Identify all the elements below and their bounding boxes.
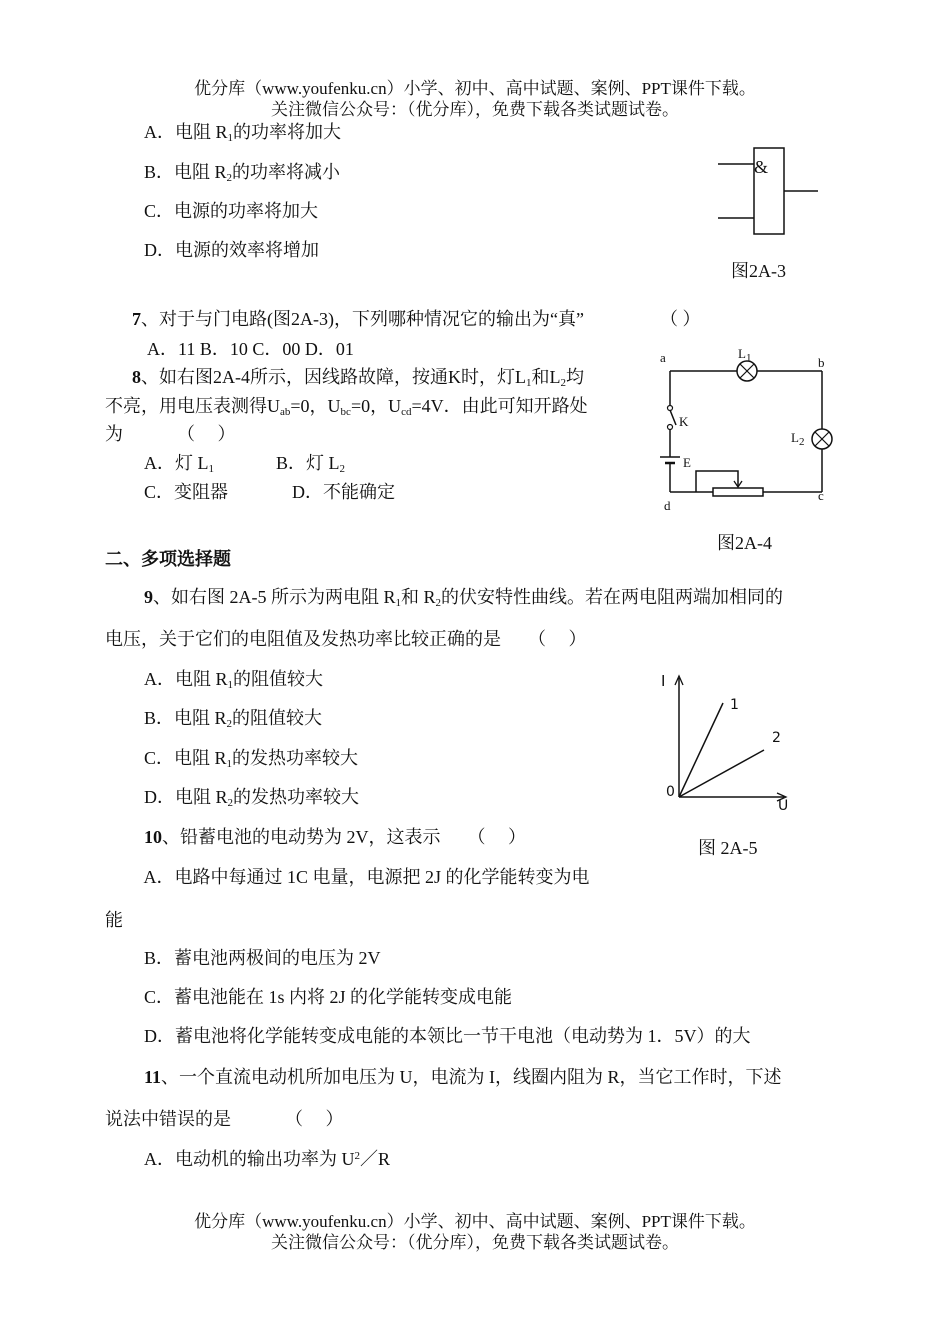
q9-option-b: B．电阻 $R_2$的阻值较大	[144, 708, 323, 730]
q9-stem-line-1: 9、如右图 2A-5 所示为两电阻 $R_1$和 $R_2$的伏安特性曲线。若在两电阻两端加相同的	[144, 587, 784, 609]
switch-k	[670, 410, 676, 425]
q9-option-a: A．电阻 $R_1$的阻值较大	[144, 669, 324, 691]
battery-e-label: E	[683, 455, 691, 470]
q10-option-a-line-1: A．电路中每通过 1C 电量，电源把 2J 的化学能转变为电	[140, 867, 590, 887]
and-gate-symbol: &	[754, 157, 769, 177]
figure-2a4-caption: 图2A-4	[717, 533, 772, 553]
footer-line-1: 优分库（www.youfenku.cn）小学、初中、高中试题、案例、PPT课件下载。	[194, 1212, 756, 1231]
curve-r1	[679, 703, 723, 797]
figure-2a3-caption: 图2A-3	[731, 261, 786, 281]
q10-stem: 10、铅蓄电池的电动势为 2V，这表示 （ ）	[144, 827, 526, 847]
curve-r2	[679, 750, 764, 797]
footer-line-2: 关注微信公众号：（优分库），免费下载各类试题试卷。	[271, 1233, 679, 1252]
origin-label: 0	[666, 784, 675, 800]
q8-stem-line-3: 为 （ ）	[105, 424, 236, 444]
q10-option-d: D．蓄电池将化学能转变成电能的本领比一节干电池（电动势为 1．5V）的大	[144, 1026, 751, 1046]
q10-option-a-line-2: 能	[105, 910, 123, 930]
q11-stem-line-1: 11、一个直流电动机所加电压为 U，电流为 I，线圈内阻为 R，当它工作时，下述	[144, 1067, 782, 1087]
q8-option-b: B．灯 $L_2$	[276, 453, 346, 475]
lamp-l1-label: $L_1$	[738, 346, 752, 364]
header-line-2: 关注微信公众号：（优分库），免费下载各类试题试卷。	[271, 100, 679, 119]
q8-stem-line-2: 不亮，用电压表测得$U_{ab}=0$，$U_{bc}=0$，$U_{cd}=4V$．由此可知开路处	[105, 396, 588, 418]
i-axis-label: I	[661, 672, 666, 690]
q7-answer-paren: （ ）	[660, 309, 701, 329]
node-b-label: b	[818, 355, 825, 370]
q9-option-c: C．电阻 $R_1$的发热功率较大	[144, 748, 359, 770]
q8-option-c: C．变阻器	[144, 482, 229, 502]
curve-r1-label: 1	[730, 697, 739, 713]
q10-option-c: C．蓄电池能在 1s 内将 2J 的化学能转变成电能	[144, 987, 513, 1007]
node-a-label: a	[660, 350, 666, 365]
q9-stem-line-2: 电压，关于它们的电阻值及发热功率比较正确的是 （ ）	[105, 629, 587, 649]
q7-options: A．11 B．10 C．00 D．01	[147, 339, 354, 359]
q6-option-c: C．电源的功率将加大	[144, 201, 319, 221]
and-gate-diagram	[710, 140, 830, 240]
q6-option-b: B．电阻 $R_2$的功率将减小	[144, 162, 341, 184]
curve-r2-label: 2	[772, 730, 781, 746]
section-2-title: 二、多项选择题	[105, 549, 231, 569]
switch-k-label: K	[679, 414, 689, 429]
q6-option-a: A．电阻 $R_1$的功率将加大	[144, 122, 342, 144]
q11-option-a: A．电动机的输出功率为 $U^2/R$	[144, 1149, 391, 1169]
q6-option-d: D．电源的效率将增加	[144, 240, 319, 260]
rheostat-slider	[696, 471, 738, 492]
lamp-l2-label: $L_2$	[791, 430, 805, 448]
node-d-label: d	[664, 498, 671, 513]
q9-option-d: D．电阻 $R_2$的发热功率较大	[144, 787, 360, 809]
header-line-1: 优分库（www.youfenku.cn）小学、初中、高中试题、案例、PPT课件下载。	[194, 79, 756, 98]
q7-stem: 7、对于与门电路(图2A-3)，下列哪种情况它的输出为“真”	[132, 309, 584, 329]
q8-stem-line-1: 8、如右图2A-4所示，因线路故障，按通K时，灯$L_1$和$L_2$均	[132, 367, 584, 389]
q8-option-d: D．不能确定	[292, 482, 395, 502]
q10-option-b: B．蓄电池两极间的电压为 2V	[144, 948, 381, 968]
q8-option-a: A．灯 $L_1$	[144, 453, 214, 475]
rheostat	[713, 488, 763, 496]
u-axis-label: U	[778, 798, 789, 814]
node-c-label: c	[818, 488, 824, 503]
q11-stem-line-2: 说法中错误的是 （ ）	[105, 1109, 344, 1129]
figure-2a5-caption: 图 2A-5	[698, 838, 758, 858]
